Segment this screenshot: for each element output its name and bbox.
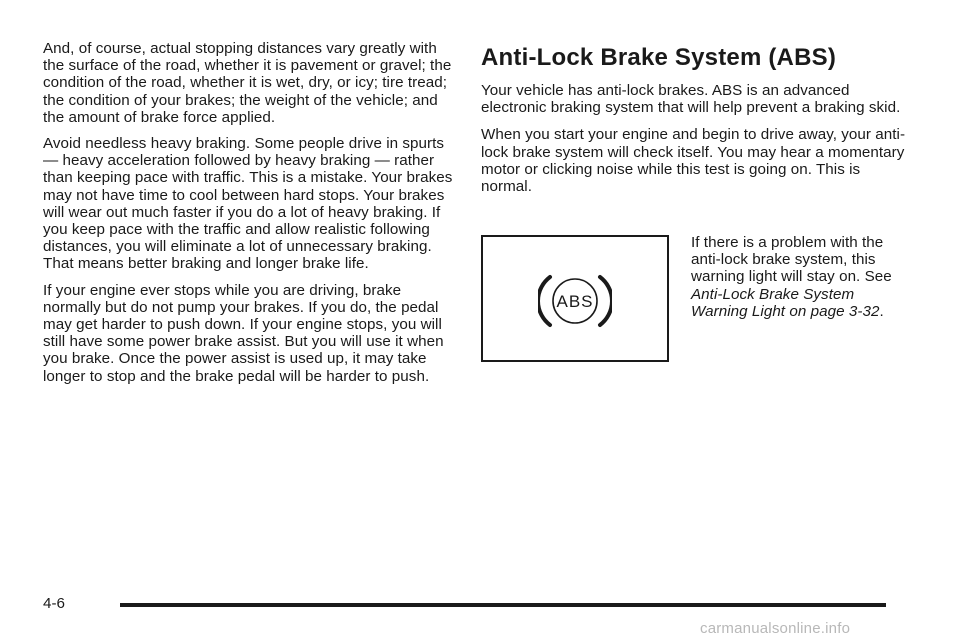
right-column <box>481 40 911 205</box>
page-number: 4-6 <box>43 595 65 612</box>
paragraph-stopping-distances: And, of course, actual stopping distances vary greatly with the surface of the road, whether it is pavement or gravel; the condition of the road, whether it is wet, dry, or icy; tire tread; the condition of your brakes; the weight of the vehicle; and the amount of brake force applied. <box>43 40 452 126</box>
abs-warning-text: If there is a problem with the anti-lock brake system, this warning light will stay on. See <box>691 234 892 286</box>
watermark: carmanualsonline.info <box>700 620 851 637</box>
abs-icon-left-arc <box>538 277 550 325</box>
paragraph-abs-self-check: When you start your engine and begin to drive away, your anti-lock brake system will check itself. You may hear a momentary motor or clicking noise while this test is going on. This is normal. <box>481 126 906 196</box>
abs-warning-reference-link[interactable]: Anti-Lock Brake System Warning Light on page 3-32 <box>691 285 880 320</box>
abs-warning-period: . <box>879 302 884 320</box>
abs-warning-description <box>691 234 906 320</box>
paragraph-abs-intro: Your vehicle has anti-lock brakes. ABS is an advanced electronic braking system that will help prevent a braking skid. <box>481 82 901 117</box>
abs-icon-right-arc <box>600 277 612 325</box>
abs-warning-light-figure <box>481 235 669 362</box>
abs-warning-light-icon <box>538 272 612 330</box>
footer-rule <box>120 603 886 607</box>
paragraph-engine-stops: If your engine ever stops while you are driving, brake normally but do not pump your brakes. If you do, the pedal may get harder to push down. If your engine stops, you will still have some power brake assist. But you will use it when you brake. Once the power assist is used up, it may take longer to stop and the brake pedal will be harder to push. <box>43 281 444 385</box>
abs-icon-label: ABS <box>556 292 594 311</box>
left-column <box>43 40 453 394</box>
paragraph-avoid-heavy-braking: Avoid needless heavy braking. Some people drive in spurts — heavy acceleration followed by heavy braking — rather than keeping pace with traffic. This is a mistake. Your brakes may not have time to cool between hard stops. Your brakes will wear out much faster if you do a lot of heavy braking. If you keep pace with the traffic and allow realistic following distances, you will eliminate a lot of unnecessary braking. That means better braking and longer brake life. <box>43 135 453 273</box>
section-heading-abs: Anti-Lock Brake System (ABS) <box>481 44 837 71</box>
